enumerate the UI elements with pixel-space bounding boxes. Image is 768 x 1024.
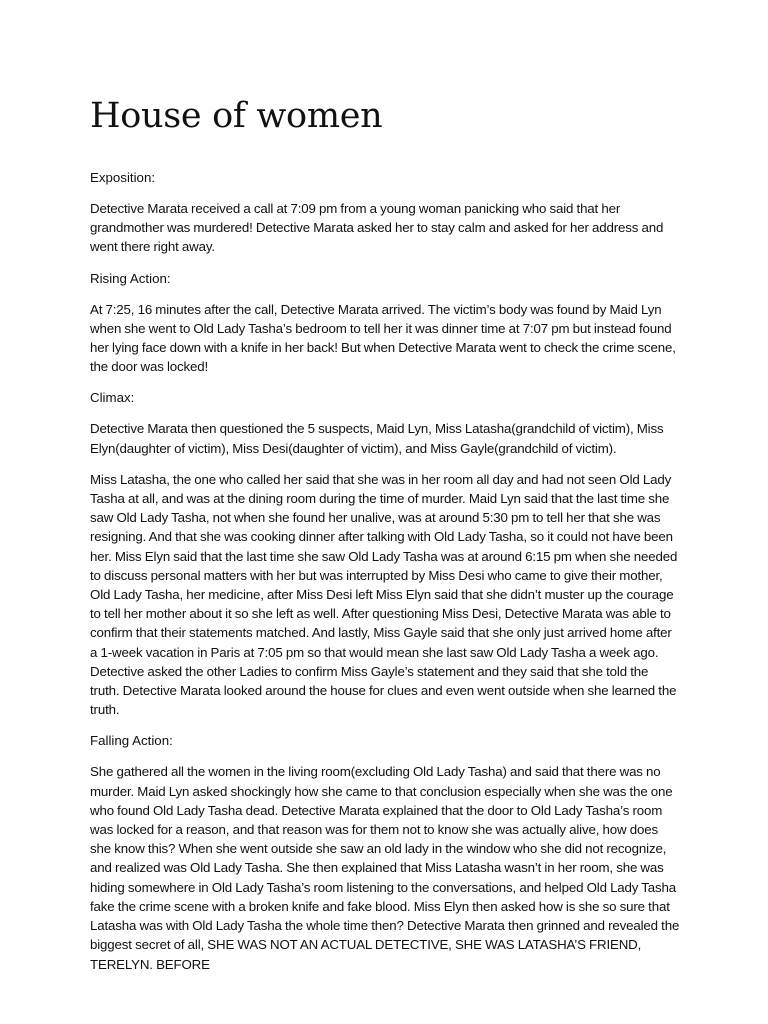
section-heading-falling-action: Falling Action: xyxy=(90,733,173,749)
document-page xyxy=(90,94,680,986)
paragraph-falling-action-1: She gathered all the women in the living room(excluding Old Lady Tasha) and said that there was no murder. Maid Lyn asked shockingly how she came to that conclusion especially when she was the one who found Old Lady Tasha dead. Detective Marata explained that the door to Old Lady Tasha’s room was locked for a reason, and that reason was for them not to know she was actually alive, how does she know this? When she went outside she saw an old lady in the window who she did not recognize, and realized was Old Lady Tasha. She then explained that Miss Latasha wasn’t in her room, she was hiding somewhere in Old Lady Tasha’s room listening to the conversations, and helped Old Lady Tasha fake the crime scene with a broken knife and fake blood. Miss Elyn then asked how is she so sure that Latasha was with Old Lady Tasha the whole time then? Detective Marata then grinned and revealed the biggest secret of all, SHE WAS NOT AN ACTUAL DETECTIVE, SHE WAS LATASHA’S FRIEND, TERELYN. BEFORE xyxy=(90,764,680,972)
paragraph-climax-2: Miss Latasha, the one who called her said that she was in her room all day and had not seen Old Lady Tasha at all, and was at the dining room during the time of murder. Maid Lyn said that the last time she saw Old Lady Tasha, not when she found her unalive, was at around 5:30 pm to tell her that she was resigning. And that she was cooking dinner after talking with Old Lady Tasha, so it could not have been her. Miss Elyn said that the last time she saw Old Lady Tasha was at around 6:15 pm when she needed to discuss personal matters with her but was interrupted by Miss Desi who came to give their mother, Old Lady Tasha, her medicine, after Miss Desi left Miss Elyn said that she didn’t muster up the courage to tell her mother about it so she left as well. After questioning Miss Desi, Detective Marata was able to confirm that their statements matched. And lastly, Miss Gayle said that she only just arrived home after a 1-week vacation in Paris at 7:05 pm so that would mean she last saw Old Lady Tasha a week ago. Detective asked the other Ladies to confirm Miss Gayle’s statement and they said that she told the truth. Detective Marata looked around the house for clues and even went outside when she learned the truth. xyxy=(90,471,678,718)
section-heading-exposition: Exposition: xyxy=(90,170,156,185)
paragraph-climax-1: Detective Marata then questioned the 5 suspects, Maid Lyn, Miss Latasha(grandchild of victim), Miss Elyn(daughter of victim), Miss Desi(daughter of victim), and Miss Gayle(grandchild of victim). xyxy=(90,421,664,456)
section-heading-rising-action: Rising Action: xyxy=(90,270,171,286)
section-heading-climax: Climax: xyxy=(90,390,135,406)
document-title: House of women xyxy=(90,96,383,136)
paragraph-rising-action-1: At 7:25, 16 minutes after the call, Detective Marata arrived. The victim’s body was found by Maid Lyn when she went to Old Lady Tasha’s bedroom to tell her it was dinner time at 7:07 pm but instead found her lying face down with a knife in her back! But when Detective Marata went to check the crime scene, the door was locked! xyxy=(90,301,676,375)
paragraph-exposition-1: Detective Marata received a call at 7:09 pm from a young woman panicking who said that her grandmother was murdered! Detective Marata asked her to stay calm and asked for her address and went there right away. xyxy=(90,201,664,255)
